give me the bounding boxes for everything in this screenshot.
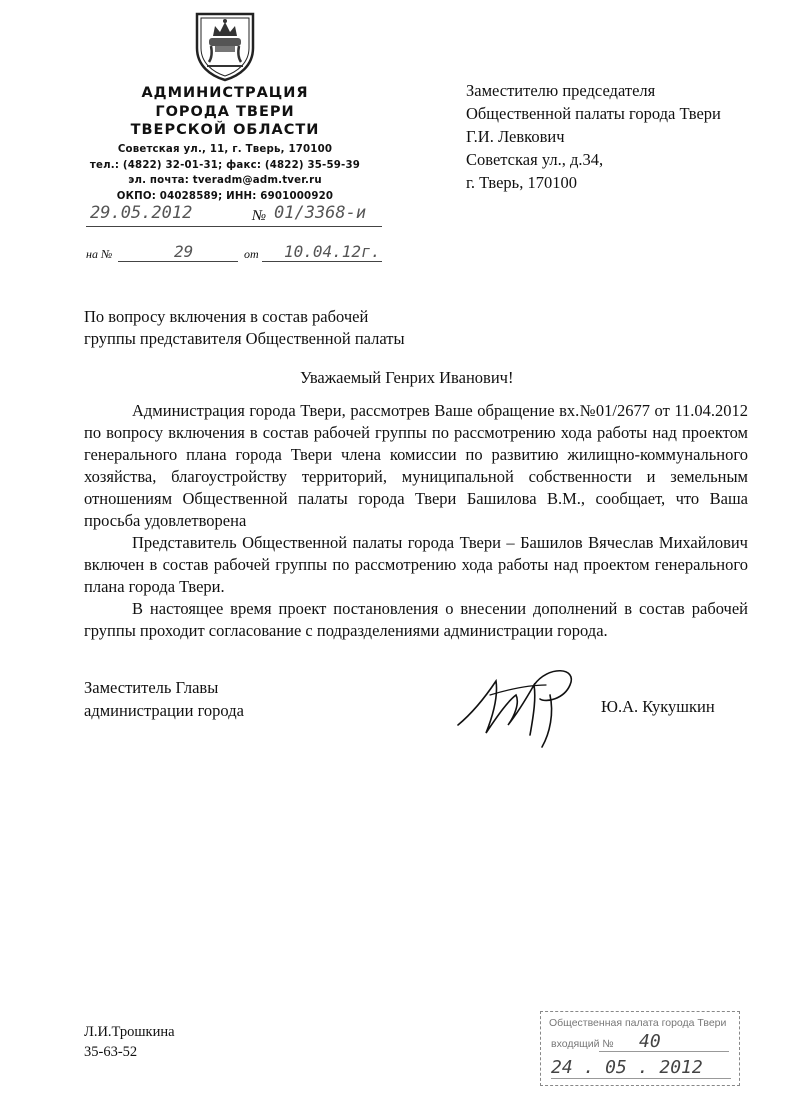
stamp-incoming-label: входящий № [551, 1038, 614, 1050]
reference-number-underline [118, 261, 238, 262]
outgoing-number-label: № [252, 208, 267, 224]
letter-subject [84, 306, 405, 350]
executor-phone: 35-63-52 [84, 1044, 138, 1060]
signatory-title-line-2: администрации города [84, 701, 244, 720]
stamp-date-line [551, 1078, 731, 1079]
addressee-line-2: Общественной палаты города Твери [466, 104, 721, 123]
reference-number-label: на № [86, 247, 113, 261]
stamp-incoming-number: 40 [639, 1031, 661, 1052]
reference-date-underline [262, 261, 382, 262]
reference-from-label: от [244, 247, 259, 261]
org-line-2: ГОРОДА ТВЕРИ [155, 103, 295, 120]
handwritten-signature [450, 655, 600, 750]
outgoing-underline [86, 226, 382, 227]
org-phones: тел.: (4822) 32-01-31; факс: (4822) 35-59-39 [89, 159, 361, 171]
reference-number: 29 [174, 242, 194, 261]
incoming-stamp [540, 1011, 740, 1086]
reference-registration [86, 241, 386, 267]
org-line-3: ТВЕРСКОЙ ОБЛАСТИ [130, 122, 320, 138]
outgoing-date: 29.05.2012 [90, 203, 193, 223]
stamp-title: Общественная палата города Твери [549, 1017, 727, 1029]
outgoing-number: 01/3368-и [274, 203, 367, 223]
signatory-name: Ю.А. Кукушкин [601, 697, 715, 716]
coat-of-arms-icon [193, 10, 257, 82]
body-paragraph-3: В настоящее время проект постановления о внесении дополнений в состав рабочей группы проходит согласование с подразделениями администрации города. [84, 599, 748, 640]
letterhead-organization [80, 84, 370, 140]
addressee-line-4: Советская ул., д.34, [466, 150, 604, 169]
subject-line-2: группы представителя Общественной палаты [84, 329, 405, 348]
letterhead-contacts [80, 142, 370, 204]
outgoing-registration [86, 203, 386, 229]
signatory-title-line-1: Заместитель Главы [84, 678, 219, 697]
letter-body [84, 400, 748, 642]
reference-date: 10.04.12г. [284, 242, 381, 261]
salutation: Уважаемый Генрих Иванович! [300, 368, 514, 387]
subject-line-1: По вопросу включения в состав рабочей [84, 307, 369, 326]
stamp-number-line [599, 1051, 729, 1052]
body-paragraph-2: Представитель Общественной палаты города Твери – Башилов Вячеслав Михайлович включен в состав рабочей группы по рассмотрению хода работы над проектом генерального плана города Твери. [84, 533, 748, 596]
org-line-1: АДМИНИСТРАЦИЯ [141, 85, 309, 101]
org-codes: ОКПО: 04028589; ИНН: 6901000920 [116, 190, 334, 202]
addressee-line-1: Заместителю председателя [466, 81, 656, 100]
stamp-incoming-date: 24 . 05 . 2012 [551, 1057, 703, 1078]
executor-block [84, 1022, 175, 1062]
org-email: эл. почта: tveradm@adm.tver.ru [128, 175, 322, 187]
addressee-line-5: г. Тверь, 170100 [466, 173, 577, 192]
org-address: Советская ул., 11, г. Тверь, 170100 [117, 144, 333, 155]
executor-name: Л.И.Трошкина [84, 1024, 175, 1040]
signatory-title [84, 676, 244, 722]
addressee-line-3: Г.И. Левкович [466, 127, 565, 146]
body-paragraph-1: Администрация города Твери, рассмотрев Ваше обращение вх.№01/2677 от 11.04.2012 по вопросу включения в состав рабочей группы по рассмотрению хода работы над проектом генерального плана города Твери члена комиссии по развитию жилищно-коммунального хозяйства, благоустройству территорий, муниципальной собственности и земельным отношениям Общественной палаты города Твери Башилова В.М., сообщает, что Ваша просьба удовлетворена [84, 401, 748, 530]
addressee-block [466, 79, 721, 194]
